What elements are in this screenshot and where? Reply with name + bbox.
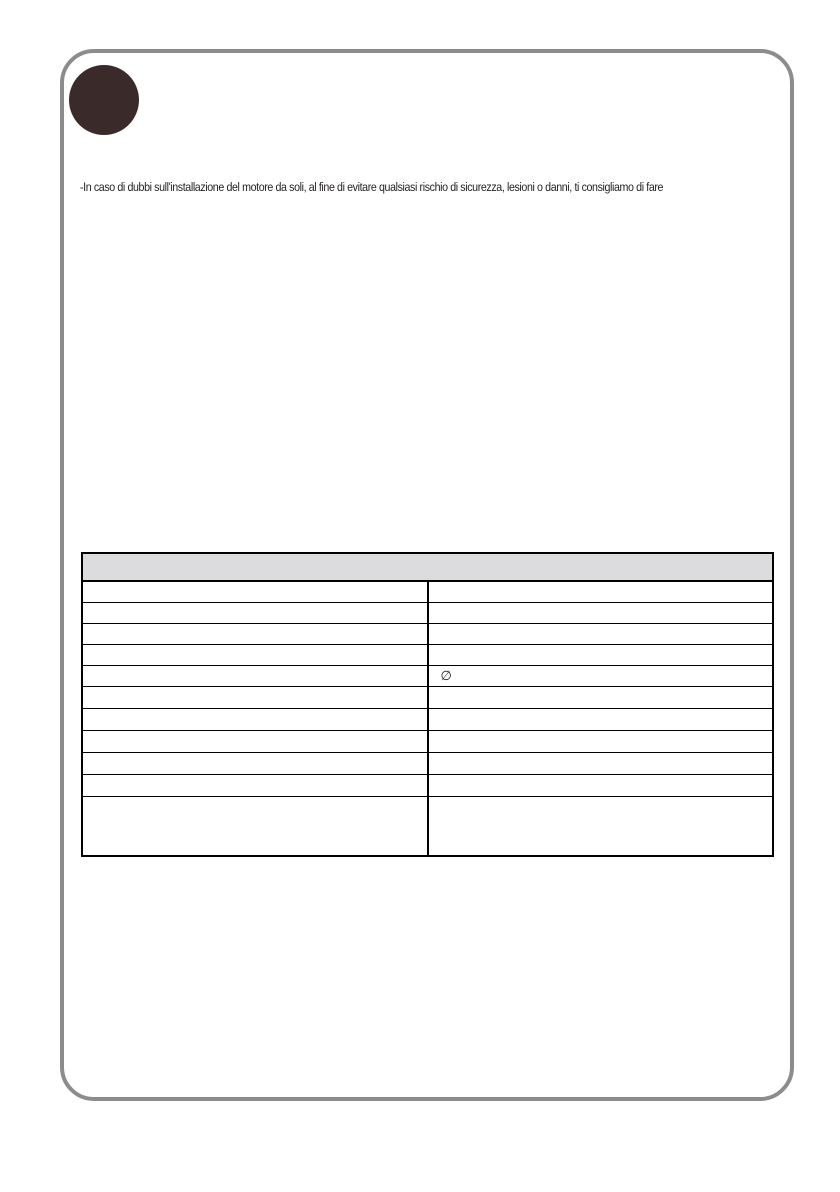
intro-paragraph: -In caso di dubbi sull'installazione del motore da soli, al fine di evitare qualsiasi rischio di sicurezza, lesioni o danni, ti consigliamo di fare [80, 180, 664, 194]
spec-table [81, 552, 774, 857]
spec-label [82, 603, 428, 624]
spec-value [428, 775, 774, 797]
spec-value [428, 666, 774, 687]
spec-value [428, 753, 774, 775]
table-row [82, 709, 773, 731]
spec-label [82, 709, 428, 731]
section-number-badge [69, 65, 139, 135]
spec-value [428, 731, 774, 753]
spec-label [82, 624, 428, 645]
spec-label [82, 797, 428, 857]
table-row [82, 666, 773, 687]
spec-label [82, 775, 428, 797]
spec-label [82, 581, 428, 603]
table-row [82, 645, 773, 666]
table-row [82, 581, 773, 603]
spec-label [82, 753, 428, 775]
table-row [82, 687, 773, 709]
table-row [82, 775, 773, 797]
spec-table-header [82, 553, 773, 581]
spec-value [428, 645, 774, 666]
spec-label [82, 645, 428, 666]
table-row [82, 624, 773, 645]
spec-label [82, 731, 428, 753]
table-row [82, 797, 773, 857]
spec-value [428, 581, 774, 603]
spec-value [428, 797, 774, 857]
spec-value [428, 687, 774, 709]
table-row [82, 731, 773, 753]
table-row [82, 753, 773, 775]
spec-label [82, 687, 428, 709]
spec-value [428, 709, 774, 731]
spec-value [428, 603, 774, 624]
diameter-symbol-icon: ∅ [440, 668, 452, 683]
spec-value [428, 624, 774, 645]
spec-label [82, 666, 428, 687]
table-row [82, 603, 773, 624]
spec-table-header-row [82, 553, 773, 581]
